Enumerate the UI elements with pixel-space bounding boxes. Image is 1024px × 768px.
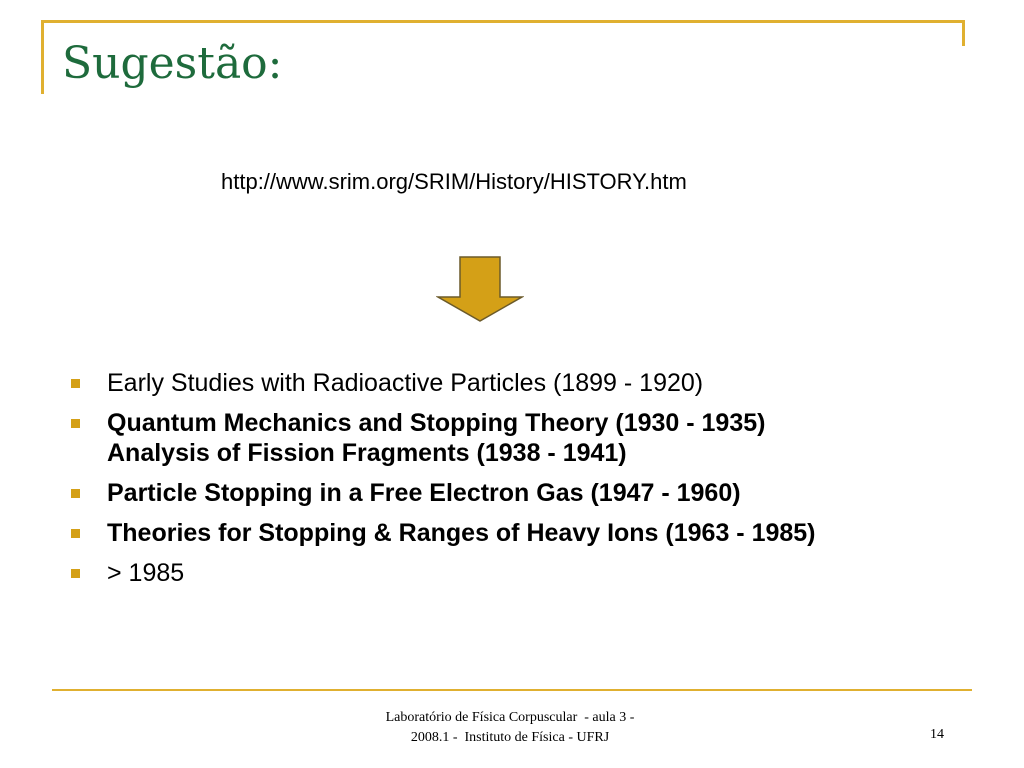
square-bullet-icon	[71, 529, 80, 538]
bullet-text: > 1985	[107, 559, 185, 587]
list-item	[66, 518, 816, 548]
list-item	[66, 478, 816, 508]
slide-title: Sugestão:	[62, 38, 283, 89]
bullet-list	[66, 368, 816, 598]
square-bullet-icon	[71, 379, 80, 388]
bullet-text: Theories for Stopping & Ranges of Heavy Ions (1963 - 1985)	[107, 519, 816, 547]
footer-line-2: 2008.1 - Instituto de Física - UFRJ	[410, 730, 610, 745]
bullet-text-continuation: Analysis of Fission Fragments (1938 - 1941)	[107, 439, 627, 467]
bullet-text: Quantum Mechanics and Stopping Theory (1930 - 1935)	[107, 409, 766, 437]
square-bullet-icon	[71, 489, 80, 498]
square-bullet-icon	[71, 419, 80, 428]
list-item	[66, 408, 816, 468]
square-bullet-icon	[71, 569, 80, 578]
frame-right-border	[962, 20, 965, 46]
bullet-text: Early Studies with Radioactive Particles (1899 - 1920)	[107, 369, 704, 397]
frame-top-border	[41, 20, 965, 23]
reference-url: http://www.srim.org/SRIM/History/HISTORY.htm	[221, 169, 687, 194]
footer-divider	[52, 689, 972, 691]
list-item	[66, 368, 816, 398]
frame-left-border	[41, 20, 44, 94]
footer-text	[340, 708, 680, 748]
bullet-text: Particle Stopping in a Free Electron Gas (1947 - 1960)	[107, 479, 741, 507]
footer-line-1: Laboratório de Física Corpuscular - aula 3 -	[385, 710, 635, 725]
down-arrow-icon	[436, 256, 524, 322]
list-item	[66, 558, 816, 588]
page-number: 14	[930, 727, 944, 742]
